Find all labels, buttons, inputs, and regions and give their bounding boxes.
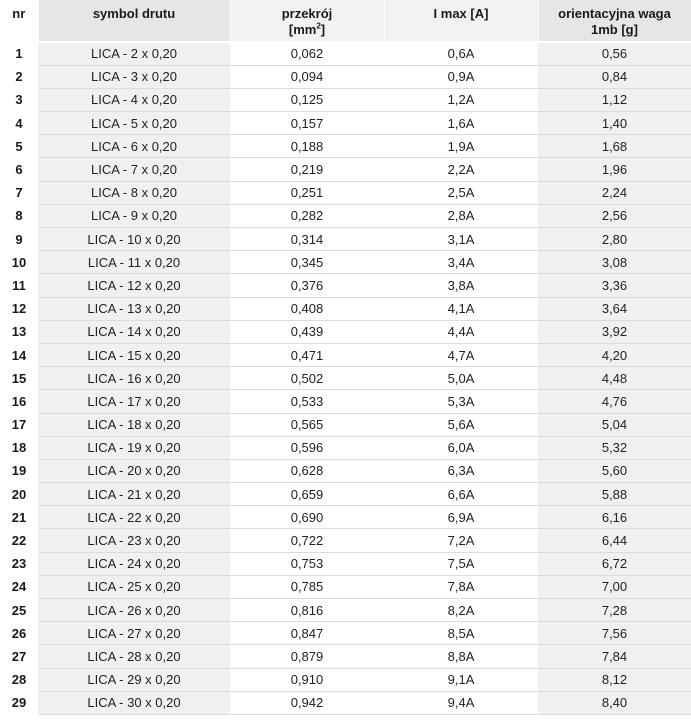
cell-imax: 8,5A xyxy=(384,622,538,645)
cell-section: 0,910 xyxy=(230,668,384,691)
cell-nr: 10 xyxy=(0,251,38,274)
cell-section: 0,376 xyxy=(230,274,384,297)
header-nr: nr xyxy=(0,0,38,42)
cell-nr: 1 xyxy=(0,42,38,65)
cell-section: 0,533 xyxy=(230,390,384,413)
cell-weight: 0,84 xyxy=(538,65,691,88)
cell-nr: 28 xyxy=(0,668,38,691)
table-row xyxy=(0,691,691,714)
cell-imax: 4,4A xyxy=(384,320,538,343)
cell-imax: 7,5A xyxy=(384,552,538,575)
table-row xyxy=(0,42,691,65)
cell-section: 0,062 xyxy=(230,42,384,65)
cell-imax: 1,6A xyxy=(384,112,538,135)
cell-weight: 4,48 xyxy=(538,367,691,390)
header-section-unit-exp: 2 xyxy=(316,21,321,31)
cell-symbol: LICA - 10 x 0,20 xyxy=(38,228,230,251)
cell-imax: 2,5A xyxy=(384,181,538,204)
cell-section: 0,816 xyxy=(230,599,384,622)
cell-weight: 3,08 xyxy=(538,251,691,274)
cell-imax: 3,1A xyxy=(384,228,538,251)
cell-section: 0,659 xyxy=(230,483,384,506)
table-row xyxy=(0,390,691,413)
cell-imax: 6,6A xyxy=(384,483,538,506)
cell-weight: 5,04 xyxy=(538,413,691,436)
cell-weight: 0,56 xyxy=(538,42,691,65)
cell-nr: 21 xyxy=(0,506,38,529)
cell-imax: 5,6A xyxy=(384,413,538,436)
cell-section: 0,439 xyxy=(230,320,384,343)
cell-nr: 15 xyxy=(0,367,38,390)
header-weight-line2: 1mb [g] xyxy=(591,22,638,37)
cell-symbol: LICA - 18 x 0,20 xyxy=(38,413,230,436)
cell-symbol: LICA - 15 x 0,20 xyxy=(38,343,230,366)
cell-weight: 5,32 xyxy=(538,436,691,459)
cell-symbol: LICA - 3 x 0,20 xyxy=(38,65,230,88)
header-imax: I max [A] xyxy=(384,0,538,42)
cell-nr: 26 xyxy=(0,622,38,645)
table-row xyxy=(0,181,691,204)
cell-weight: 7,00 xyxy=(538,575,691,598)
table-header xyxy=(0,0,691,42)
cell-weight: 8,12 xyxy=(538,668,691,691)
cell-imax: 4,7A xyxy=(384,343,538,366)
cell-weight: 2,24 xyxy=(538,181,691,204)
cell-nr: 27 xyxy=(0,645,38,668)
cell-symbol: LICA - 28 x 0,20 xyxy=(38,645,230,668)
cell-symbol: LICA - 23 x 0,20 xyxy=(38,529,230,552)
cell-section: 0,847 xyxy=(230,622,384,645)
cell-section: 0,251 xyxy=(230,181,384,204)
cell-nr: 24 xyxy=(0,575,38,598)
cell-nr: 25 xyxy=(0,599,38,622)
cell-section: 0,219 xyxy=(230,158,384,181)
cell-imax: 3,8A xyxy=(384,274,538,297)
cell-nr: 6 xyxy=(0,158,38,181)
cell-section: 0,282 xyxy=(230,204,384,227)
cell-weight: 8,40 xyxy=(538,691,691,714)
cell-weight: 4,76 xyxy=(538,390,691,413)
cell-weight: 2,80 xyxy=(538,228,691,251)
cell-nr: 8 xyxy=(0,204,38,227)
header-section-unit-close: ] xyxy=(320,22,326,37)
table-row xyxy=(0,297,691,320)
cell-imax: 1,2A xyxy=(384,88,538,111)
cell-imax: 9,4A xyxy=(384,691,538,714)
table-row xyxy=(0,88,691,111)
header-section-line1: przekrój xyxy=(281,6,333,21)
header-section-line2 xyxy=(235,22,380,38)
header-weight xyxy=(538,0,691,42)
cell-imax: 8,2A xyxy=(384,599,538,622)
cell-symbol: LICA - 21 x 0,20 xyxy=(38,483,230,506)
cell-symbol: LICA - 30 x 0,20 xyxy=(38,691,230,714)
cell-nr: 19 xyxy=(0,459,38,482)
cell-imax: 4,1A xyxy=(384,297,538,320)
cell-imax: 3,4A xyxy=(384,251,538,274)
cell-section: 0,314 xyxy=(230,228,384,251)
cell-nr: 9 xyxy=(0,228,38,251)
cell-imax: 7,2A xyxy=(384,529,538,552)
table-row xyxy=(0,599,691,622)
cell-symbol: LICA - 12 x 0,20 xyxy=(38,274,230,297)
table-row xyxy=(0,575,691,598)
table-row xyxy=(0,436,691,459)
cell-symbol: LICA - 24 x 0,20 xyxy=(38,552,230,575)
cell-section: 0,628 xyxy=(230,459,384,482)
cell-section: 0,408 xyxy=(230,297,384,320)
cell-weight: 4,20 xyxy=(538,343,691,366)
cell-imax: 5,3A xyxy=(384,390,538,413)
cell-weight: 7,84 xyxy=(538,645,691,668)
cell-nr: 2 xyxy=(0,65,38,88)
table-row xyxy=(0,506,691,529)
table-row xyxy=(0,529,691,552)
cell-weight: 7,28 xyxy=(538,599,691,622)
cell-weight: 1,96 xyxy=(538,158,691,181)
cell-weight: 3,64 xyxy=(538,297,691,320)
cell-weight: 1,68 xyxy=(538,135,691,158)
cell-weight: 6,44 xyxy=(538,529,691,552)
table-row xyxy=(0,645,691,668)
cell-section: 0,125 xyxy=(230,88,384,111)
cell-nr: 20 xyxy=(0,483,38,506)
cell-weight: 5,88 xyxy=(538,483,691,506)
table-row xyxy=(0,158,691,181)
table-row xyxy=(0,343,691,366)
cell-symbol: LICA - 29 x 0,20 xyxy=(38,668,230,691)
cell-weight: 3,36 xyxy=(538,274,691,297)
cell-nr: 18 xyxy=(0,436,38,459)
cell-symbol: LICA - 17 x 0,20 xyxy=(38,390,230,413)
cell-nr: 11 xyxy=(0,274,38,297)
cell-symbol: LICA - 22 x 0,20 xyxy=(38,506,230,529)
cell-nr: 23 xyxy=(0,552,38,575)
cell-symbol: LICA - 20 x 0,20 xyxy=(38,459,230,482)
cell-symbol: LICA - 27 x 0,20 xyxy=(38,622,230,645)
cell-nr: 16 xyxy=(0,390,38,413)
cell-nr: 29 xyxy=(0,691,38,714)
header-section-unit-open: [mm xyxy=(288,22,317,37)
cell-weight: 7,56 xyxy=(538,622,691,645)
cell-nr: 5 xyxy=(0,135,38,158)
table-row xyxy=(0,483,691,506)
cell-symbol: LICA - 16 x 0,20 xyxy=(38,367,230,390)
cell-nr: 13 xyxy=(0,320,38,343)
cell-symbol: LICA - 26 x 0,20 xyxy=(38,599,230,622)
cell-imax: 0,9A xyxy=(384,65,538,88)
header-section xyxy=(230,0,384,42)
cell-imax: 7,8A xyxy=(384,575,538,598)
cell-symbol: LICA - 4 x 0,20 xyxy=(38,88,230,111)
table-row xyxy=(0,274,691,297)
cell-imax: 6,9A xyxy=(384,506,538,529)
cell-section: 0,188 xyxy=(230,135,384,158)
table-row xyxy=(0,668,691,691)
cell-weight: 1,40 xyxy=(538,112,691,135)
cell-section: 0,565 xyxy=(230,413,384,436)
table-row xyxy=(0,320,691,343)
cell-nr: 3 xyxy=(0,88,38,111)
cell-imax: 6,0A xyxy=(384,436,538,459)
cell-nr: 12 xyxy=(0,297,38,320)
cell-nr: 17 xyxy=(0,413,38,436)
table-row xyxy=(0,459,691,482)
cell-nr: 22 xyxy=(0,529,38,552)
cell-imax: 2,8A xyxy=(384,204,538,227)
cell-section: 0,753 xyxy=(230,552,384,575)
cell-symbol: LICA - 8 x 0,20 xyxy=(38,181,230,204)
cell-symbol: LICA - 11 x 0,20 xyxy=(38,251,230,274)
table-row xyxy=(0,622,691,645)
cell-symbol: LICA - 13 x 0,20 xyxy=(38,297,230,320)
cell-section: 0,785 xyxy=(230,575,384,598)
cell-section: 0,690 xyxy=(230,506,384,529)
cell-weight: 6,72 xyxy=(538,552,691,575)
table-row xyxy=(0,552,691,575)
cell-imax: 0,6A xyxy=(384,42,538,65)
cell-section: 0,157 xyxy=(230,112,384,135)
cell-weight: 3,92 xyxy=(538,320,691,343)
cell-imax: 8,8A xyxy=(384,645,538,668)
table-body xyxy=(0,42,691,714)
cell-symbol: LICA - 7 x 0,20 xyxy=(38,158,230,181)
cell-imax: 2,2A xyxy=(384,158,538,181)
header-symbol: symbol drutu xyxy=(38,0,230,42)
table-row xyxy=(0,204,691,227)
table-row xyxy=(0,228,691,251)
cell-symbol: LICA - 5 x 0,20 xyxy=(38,112,230,135)
cell-section: 0,471 xyxy=(230,343,384,366)
table-row xyxy=(0,413,691,436)
cell-imax: 9,1A xyxy=(384,668,538,691)
cell-nr: 4 xyxy=(0,112,38,135)
header-row xyxy=(0,0,691,42)
cell-section: 0,879 xyxy=(230,645,384,668)
table-row xyxy=(0,367,691,390)
cell-symbol: LICA - 25 x 0,20 xyxy=(38,575,230,598)
cell-nr: 7 xyxy=(0,181,38,204)
table-row xyxy=(0,135,691,158)
table-row xyxy=(0,112,691,135)
cell-imax: 5,0A xyxy=(384,367,538,390)
cell-symbol: LICA - 19 x 0,20 xyxy=(38,436,230,459)
cell-weight: 5,60 xyxy=(538,459,691,482)
cell-weight: 6,16 xyxy=(538,506,691,529)
cell-section: 0,942 xyxy=(230,691,384,714)
cell-section: 0,094 xyxy=(230,65,384,88)
cell-section: 0,502 xyxy=(230,367,384,390)
cell-nr: 14 xyxy=(0,343,38,366)
table-row xyxy=(0,251,691,274)
cell-symbol: LICA - 14 x 0,20 xyxy=(38,320,230,343)
header-weight-line1: orientacyjna waga xyxy=(558,6,671,21)
cell-section: 0,345 xyxy=(230,251,384,274)
cell-symbol: LICA - 9 x 0,20 xyxy=(38,204,230,227)
cell-imax: 1,9A xyxy=(384,135,538,158)
cell-section: 0,722 xyxy=(230,529,384,552)
cell-weight: 2,56 xyxy=(538,204,691,227)
cell-symbol: LICA - 6 x 0,20 xyxy=(38,135,230,158)
cell-section: 0,596 xyxy=(230,436,384,459)
cell-imax: 6,3A xyxy=(384,459,538,482)
cell-symbol: LICA - 2 x 0,20 xyxy=(38,42,230,65)
cell-weight: 1,12 xyxy=(538,88,691,111)
table-row xyxy=(0,65,691,88)
